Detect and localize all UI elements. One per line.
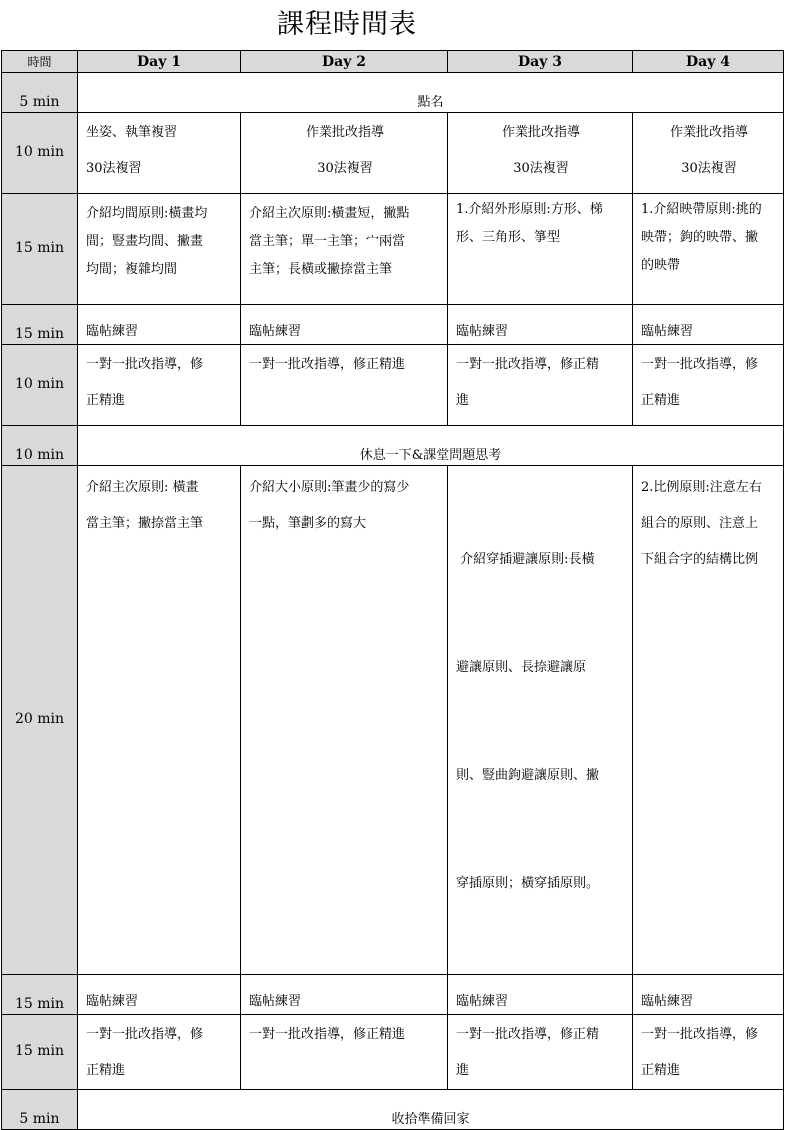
cell-line: 正精進 <box>86 1063 126 1078</box>
cell-line: 一對一批改指導，修正精 <box>456 1027 600 1042</box>
table-row <box>2 113 784 194</box>
table-row <box>2 345 784 426</box>
cell-line: 進 <box>456 1063 470 1078</box>
cell-line: 介紹主次原則:橫畫短，撇點 <box>249 206 410 221</box>
cell-line: 形、三角形、箏型 <box>456 230 561 245</box>
schedule-cell: 臨帖練習 <box>241 305 448 345</box>
cell-line: 作業批改指導 <box>501 125 580 140</box>
cell-line: 當主筆；撇捺當主筆 <box>86 516 204 531</box>
cell-line: 一點，筆劃多的寫大 <box>249 516 367 531</box>
cell-line: 30法複習 <box>681 161 737 176</box>
cell-line: 1.介紹外形原則:方形、梯 <box>456 202 603 217</box>
cell-line: 坐姿、執筆複習 <box>86 125 178 140</box>
time-header: 時間 <box>2 51 78 73</box>
cell-line: 正精進 <box>641 1063 681 1078</box>
schedule-cell <box>241 194 448 305</box>
table-row <box>2 1015 784 1090</box>
schedule-cell <box>633 113 784 194</box>
table-row <box>2 73 784 113</box>
time-cell: 5 min <box>2 1090 78 1130</box>
day-header: Day 4 <box>633 51 784 73</box>
cell-line: 主筆；長橫或撇捺當主筆 <box>249 262 393 277</box>
schedule-cell <box>448 113 633 194</box>
schedule-cell <box>633 466 784 975</box>
page-title: 課程時間表 <box>277 9 417 40</box>
cell-line: 正精進 <box>641 393 681 408</box>
schedule-cell <box>448 466 633 975</box>
cell-line: 當主筆；單一主筆；宀兩當 <box>249 234 406 249</box>
time-cell: 15 min <box>2 194 78 305</box>
cell-line: 均間；複雜均間 <box>86 262 178 277</box>
schedule-cell <box>633 194 784 305</box>
cell-line: 介紹均間原則:橫畫均 <box>86 206 208 221</box>
table-row <box>2 975 784 1015</box>
schedule-cell <box>241 466 448 975</box>
schedule-cell <box>78 194 241 305</box>
day-header: Day 1 <box>78 51 241 73</box>
cell-line: 一對一批改指導，修正精進 <box>249 357 406 372</box>
schedule-cell: 臨帖練習 <box>241 975 448 1015</box>
cell-line: 避讓原則、長捺避讓原 <box>456 660 587 675</box>
time-cell: 5 min <box>2 73 78 113</box>
cell-line: 的映帶 <box>641 258 681 273</box>
cell-line: 映帶；鉤的映帶、撇 <box>641 230 759 245</box>
schedule-cell <box>241 113 448 194</box>
schedule-cell: 臨帖練習 <box>633 305 784 345</box>
schedule-cell: 臨帖練習 <box>448 975 633 1015</box>
schedule-cell: 臨帖練習 <box>78 975 241 1015</box>
schedule-cell: 臨帖練習 <box>78 305 241 345</box>
time-cell: 10 min <box>2 345 78 426</box>
cell-line: 30法複習 <box>513 161 569 176</box>
cell-line: 一對一批改指導，修 <box>86 1027 204 1042</box>
cell-line: 作業批改指導 <box>669 125 748 140</box>
schedule-cell <box>448 345 633 426</box>
schedule-cell <box>241 1015 448 1090</box>
table-row <box>2 1090 784 1130</box>
schedule-cell: 臨帖練習 <box>448 305 633 345</box>
span-cell: 收拾準備回家 <box>78 1090 784 1130</box>
day-header: Day 3 <box>448 51 633 73</box>
cell-line: 30法複習 <box>86 161 142 176</box>
day-header: Day 2 <box>241 51 448 73</box>
cell-line: 下組合字的結構比例 <box>641 552 759 567</box>
schedule-cell <box>78 345 241 426</box>
cell-line: 一對一批改指導，修正精進 <box>249 1027 406 1042</box>
span-cell: 休息一下&課堂問題思考 <box>78 426 784 466</box>
time-cell: 10 min <box>2 113 78 194</box>
schedule-cell <box>78 1015 241 1090</box>
cell-line: 介紹大小原則:筆畫少的寫少 <box>249 480 410 495</box>
schedule-cell <box>78 113 241 194</box>
span-cell: 點名 <box>78 73 784 113</box>
cell-line: 30法複習 <box>317 161 373 176</box>
table-row <box>2 466 784 975</box>
cell-line: 介紹主次原則: 橫畫 <box>86 480 199 495</box>
cell-line: 1.介紹映帶原則:挑的 <box>641 202 762 217</box>
cell-line: 一對一批改指導，修 <box>86 357 204 372</box>
time-cell: 10 min <box>2 426 78 466</box>
cell-line: 進 <box>456 393 470 408</box>
schedule-table <box>1 50 784 1130</box>
cell-line: 介紹穿插避讓原則:長橫 <box>456 552 595 567</box>
cell-line: 一對一批改指導，修 <box>641 1027 759 1042</box>
time-cell: 15 min <box>2 1015 78 1090</box>
schedule-cell <box>633 1015 784 1090</box>
schedule-cell <box>241 345 448 426</box>
cell-line: 間；豎畫均間、撇畫 <box>86 234 204 249</box>
header-row <box>2 51 784 73</box>
time-cell: 20 min <box>2 466 78 975</box>
time-cell: 15 min <box>2 975 78 1015</box>
table-row <box>2 426 784 466</box>
table-row <box>2 194 784 305</box>
cell-line: 2.比例原則:注意左右 <box>641 480 762 495</box>
cell-line: 作業批改指導 <box>305 125 384 140</box>
table-row <box>2 305 784 345</box>
cell-line: 正精進 <box>86 393 126 408</box>
schedule-cell <box>633 345 784 426</box>
schedule-cell <box>78 466 241 975</box>
cell-line: 組合的原則、注意上 <box>641 516 759 531</box>
cell-line: 穿插原則；橫穿插原則。 <box>456 876 600 891</box>
schedule-cell <box>448 1015 633 1090</box>
cell-line: 一對一批改指導，修正精 <box>456 357 600 372</box>
schedule-cell: 臨帖練習 <box>633 975 784 1015</box>
cell-line: 一對一批改指導，修 <box>641 357 759 372</box>
cell-line: 則、豎曲鉤避讓原則、撇 <box>456 768 600 783</box>
time-cell: 15 min <box>2 305 78 345</box>
schedule-cell <box>448 194 633 305</box>
